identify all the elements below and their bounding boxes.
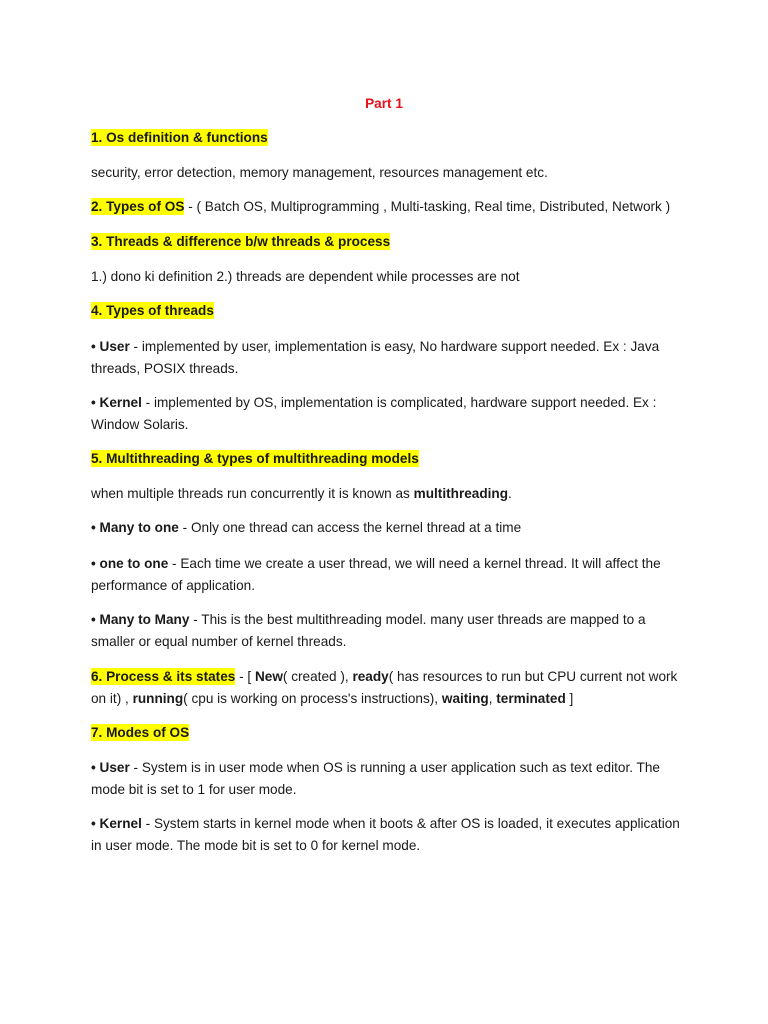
intro-term: multithreading xyxy=(413,486,509,501)
section-1-heading xyxy=(91,127,691,149)
bullet: • xyxy=(91,816,100,831)
item-term: Kernel xyxy=(99,395,142,410)
bullet: • xyxy=(91,556,100,571)
section-6-line xyxy=(91,666,691,709)
text-part: ] xyxy=(565,690,574,706)
text-part: - [ xyxy=(235,669,255,684)
section-4-heading-text: 4. Types of threads xyxy=(91,303,214,318)
section-2-text: - ( Batch OS, Multiprogramming , Multi-tasking, Real time, Distributed, Network ) xyxy=(184,199,671,214)
section-2-line xyxy=(91,196,691,218)
text-part: ( has resources to run but CPU current not work on it) , xyxy=(91,669,678,706)
state-term: running xyxy=(132,690,184,706)
item-term: Many to Many xyxy=(99,612,190,627)
section-5-item-many-to-many xyxy=(91,609,691,652)
item-text: - implemented by OS, implementation is complicated, hardware support needed. Ex : Window Solaris. xyxy=(91,395,657,432)
state-term: ready xyxy=(352,669,389,684)
intro-post: . xyxy=(508,486,512,501)
bullet: • xyxy=(91,339,100,354)
section-1-body: security, error detection, memory management, resources management etc. xyxy=(91,165,548,180)
item-term: one to one xyxy=(99,556,169,571)
item-term: Many to one xyxy=(99,520,179,535)
state-term: waiting xyxy=(441,690,489,706)
bullet: • xyxy=(91,760,100,775)
section-3-heading xyxy=(91,231,691,253)
section-5-heading-text: 5. Multithreading & types of multithreading models xyxy=(91,451,419,466)
section-4-item-kernel xyxy=(91,392,691,435)
bullet: • xyxy=(91,395,100,410)
section-4-heading xyxy=(91,300,691,322)
section-4-item-user xyxy=(91,336,691,379)
section-5-item-many-to-one xyxy=(91,517,691,539)
section-3-body: 1.) dono ki definition 2.) threads are dependent while processes are not xyxy=(91,269,520,284)
bullet: • xyxy=(91,520,100,535)
section-5-heading xyxy=(91,448,691,470)
item-text: - This is the best multithreading model. many user threads are mapped to a smaller or equal number of kernel threads. xyxy=(91,612,646,649)
section-5-item-one-to-one xyxy=(91,553,691,596)
section-7-item-kernel xyxy=(91,813,691,856)
text-part: ( created ), xyxy=(282,669,353,684)
state-term: New xyxy=(254,669,283,684)
section-7-heading-text: 7. Modes of OS xyxy=(91,725,190,740)
item-term: User xyxy=(99,760,130,775)
section-3-heading-text: 3. Threads & difference b/w threads & process xyxy=(91,234,391,249)
item-term: User xyxy=(99,339,130,354)
state-term: terminated xyxy=(496,690,566,706)
section-7-heading xyxy=(91,722,691,744)
item-term: Kernel xyxy=(99,816,142,831)
item-text: - implemented by user, implementation is easy, No hardware support needed. Ex : Java threads, POSIX threads. xyxy=(91,339,660,376)
section-6-heading: 6. Process & its states xyxy=(91,669,236,684)
text-part: , xyxy=(488,690,497,706)
section-7-item-user xyxy=(91,757,691,800)
section-2-heading: 2. Types of OS xyxy=(91,199,185,214)
item-text: - Only one thread can access the kernel thread at a time xyxy=(178,520,522,535)
section-5-intro xyxy=(91,483,691,505)
item-text: - Each time we create a user thread, we will need a kernel thread. It will affect the performance of application. xyxy=(91,556,661,593)
item-text: - System is in user mode when OS is running a user application such as text editor. The mode bit is set to 1 for user mode. xyxy=(91,760,660,797)
item-text: - System starts in kernel mode when it boots & after OS is loaded, it executes application in user mode. The mode bit is set to 0 for kernel mode. xyxy=(91,816,680,853)
section-1-heading-text: 1. Os definition & functions xyxy=(91,130,268,145)
text-part: ( cpu is working on process's instructions), xyxy=(183,690,442,706)
page-title: Part 1 xyxy=(365,96,403,111)
bullet: • xyxy=(91,612,100,627)
intro-pre: when multiple threads run concurrently it is known as xyxy=(91,486,414,501)
